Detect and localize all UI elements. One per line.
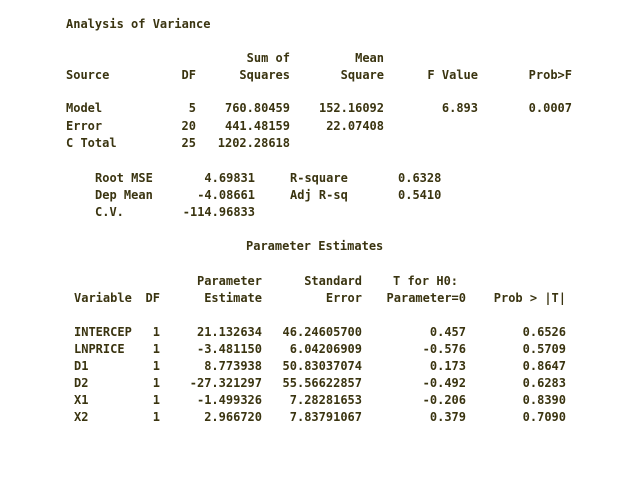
anova-f-cell: 6.893 [441, 101, 478, 115]
param-df-cell: 1 [152, 359, 160, 373]
param-variable-cell: INTERCEP [74, 325, 132, 339]
anova-source-cell: Model [66, 101, 103, 115]
param-estimate-cell: 8.773938 [204, 359, 262, 373]
param-variable-cell: D2 [74, 376, 89, 390]
anova-header-ms-bottom: Square [340, 68, 384, 82]
params-header-se-top: Standard [304, 274, 362, 288]
rsquare-label: R-square [290, 171, 348, 185]
param-variable-cell: D1 [74, 359, 89, 373]
anova-source-cell: Error [66, 119, 103, 133]
anova-header-source: Source [66, 68, 110, 82]
param-t-cell: 0.379 [429, 410, 466, 424]
param-variable-cell: LNPRICE [74, 342, 125, 356]
param-estimate-cell: -27.321297 [189, 376, 262, 390]
param-t-cell: 0.457 [429, 325, 466, 339]
param-se-cell: 7.83791067 [289, 410, 362, 424]
anova-df-cell: 25 [181, 136, 196, 150]
anova-header-prob-f: Prob>F [528, 68, 572, 82]
param-df-cell: 1 [152, 393, 160, 407]
root-mse-label: Root MSE [95, 171, 153, 185]
param-se-cell: 55.56622857 [282, 376, 362, 390]
dep-mean-label: Dep Mean [95, 188, 153, 202]
param-t-cell: -0.206 [422, 393, 466, 407]
param-variable-cell: X2 [74, 410, 89, 424]
param-df-cell: 1 [152, 376, 160, 390]
param-df-cell: 1 [152, 410, 160, 424]
param-se-cell: 50.83037074 [282, 359, 362, 373]
param-estimate-cell: 2.966720 [204, 410, 262, 424]
anova-title: Analysis of Variance [66, 17, 211, 31]
anova-ms-cell: 152.16092 [318, 101, 384, 115]
param-df-cell: 1 [152, 342, 160, 356]
rsquare-value: 0.6328 [398, 171, 442, 185]
anova-ss-cell: 760.80459 [224, 101, 290, 115]
param-p-cell: 0.6526 [522, 325, 566, 339]
cv-label: C.V. [95, 205, 124, 219]
anova-df-cell: 5 [188, 101, 196, 115]
params-title: Parameter Estimates [246, 239, 384, 253]
params-header-t-bottom: Parameter=0 [386, 291, 466, 305]
anova-ms-cell: 22.07408 [326, 119, 384, 133]
param-p-cell: 0.7090 [522, 410, 566, 424]
root-mse-value: 4.69831 [204, 171, 255, 185]
params-header-t-top: T for H0: [393, 274, 459, 288]
adj-rsq-value: 0.5410 [398, 188, 442, 202]
params-header-est-bottom: Estimate [204, 291, 262, 305]
anova-header-ms-top: Mean [355, 51, 384, 65]
param-p-cell: 0.5709 [522, 342, 566, 356]
params-header-variable: Variable [74, 291, 132, 305]
param-p-cell: 0.6283 [522, 376, 566, 390]
params-header-prob-t: Prob > |T| [493, 291, 566, 305]
anova-header-f-value: F Value [427, 68, 478, 82]
anova-header-ss-bottom: Squares [239, 68, 290, 82]
anova-ss-cell: 1202.28618 [217, 136, 290, 150]
param-se-cell: 7.28281653 [289, 393, 362, 407]
param-p-cell: 0.8647 [522, 359, 566, 373]
param-se-cell: 46.24605700 [282, 325, 362, 339]
dep-mean-value: -4.08661 [197, 188, 255, 202]
anova-source-cell: C Total [66, 136, 117, 150]
params-header-est-top: Parameter [196, 274, 262, 288]
cv-value: -114.96833 [182, 205, 255, 219]
anova-header-df: DF [181, 68, 196, 82]
param-variable-cell: X1 [74, 393, 89, 407]
param-se-cell: 6.04206909 [289, 342, 362, 356]
param-estimate-cell: -3.481150 [196, 342, 262, 356]
params-header-df: DF [145, 291, 160, 305]
param-t-cell: -0.492 [422, 376, 466, 390]
anova-header-ss-top: Sum of [246, 51, 290, 65]
param-estimate-cell: 21.132634 [196, 325, 262, 339]
param-estimate-cell: -1.499326 [196, 393, 262, 407]
params-header-se-bottom: Error [325, 291, 362, 305]
anova-p-cell: 0.0007 [528, 101, 572, 115]
param-t-cell: -0.576 [422, 342, 466, 356]
param-t-cell: 0.173 [429, 359, 466, 373]
param-p-cell: 0.8390 [522, 393, 566, 407]
anova-df-cell: 20 [181, 119, 196, 133]
param-df-cell: 1 [152, 325, 160, 339]
adj-rsq-label: Adj R-sq [290, 188, 348, 202]
anova-ss-cell: 441.48159 [224, 119, 290, 133]
